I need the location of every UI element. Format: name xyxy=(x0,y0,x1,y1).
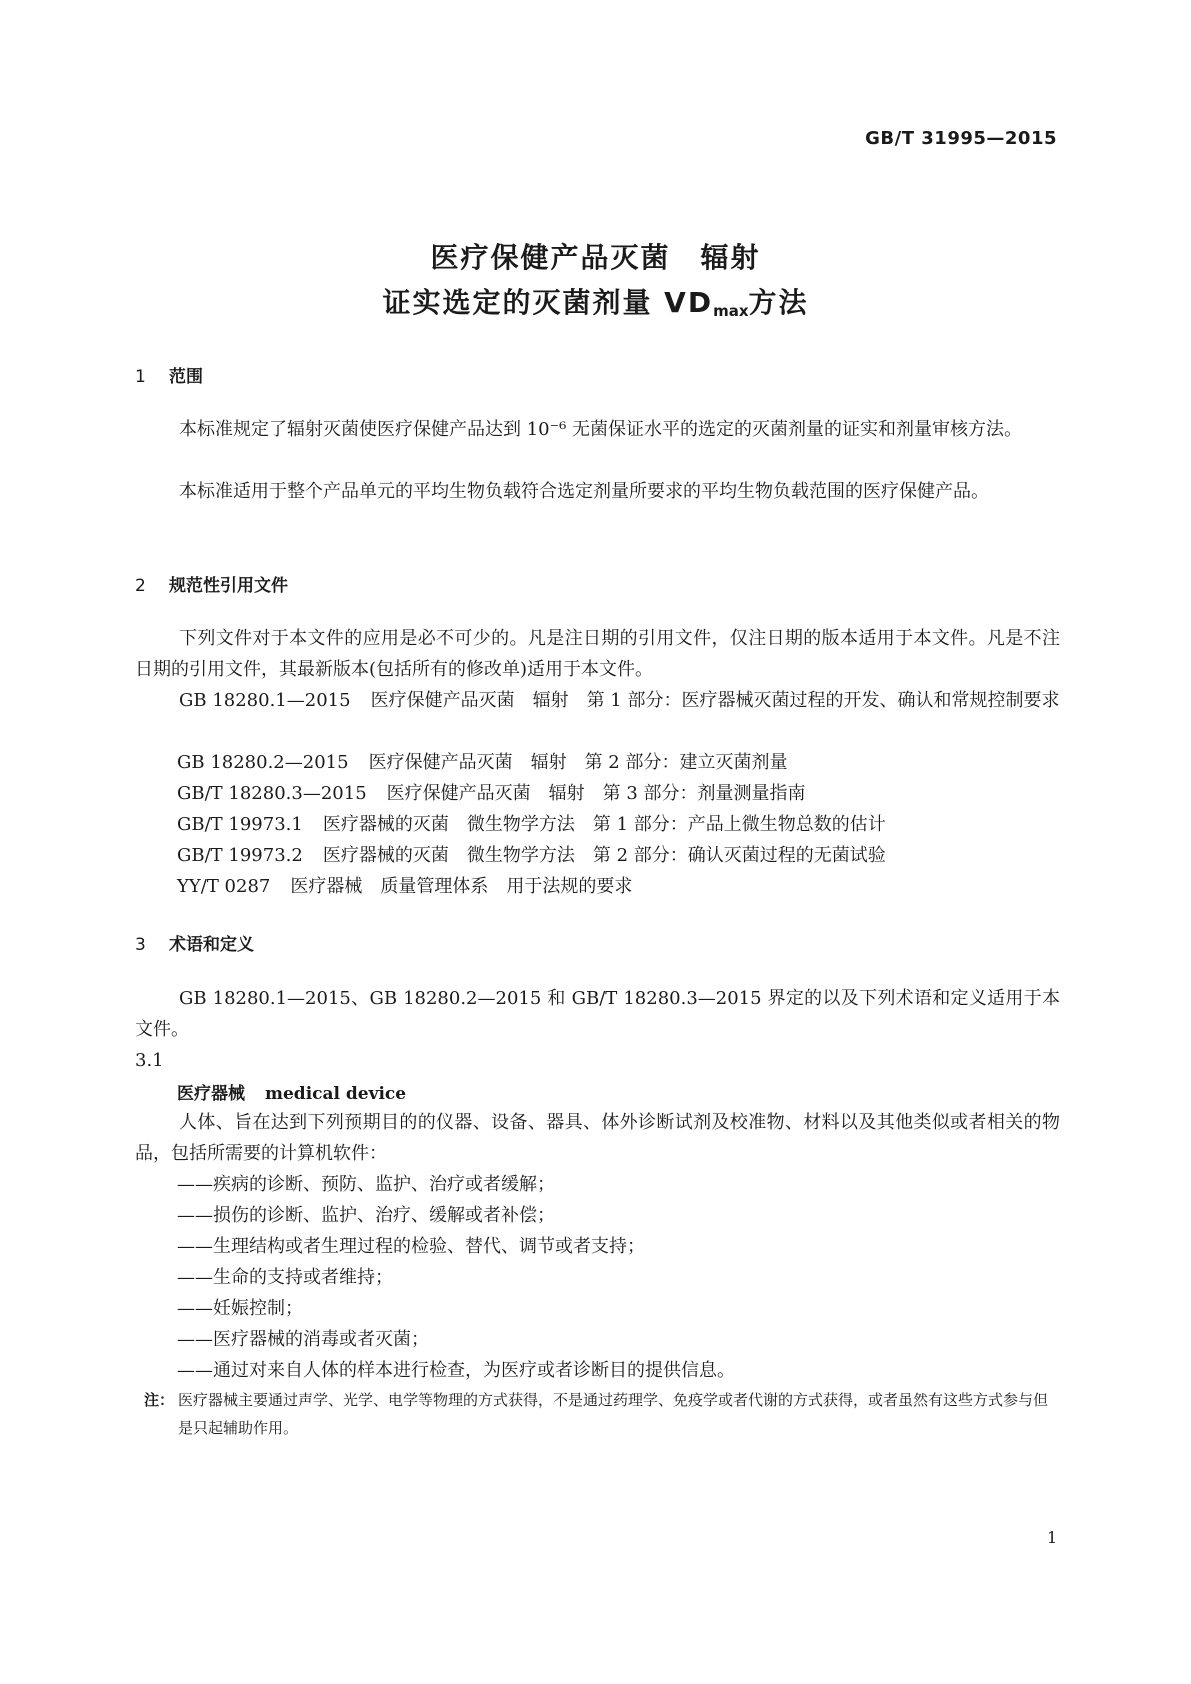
references-intro: 下列文件对于本文件的应用是必不可少的。凡是注日期的引用文件，仅注日期的版本适用于本文件。凡是不注日期的引用文件，其最新版本(包括所有的修改单)适用于本文件。 xyxy=(135,628,1060,680)
list-item: ——妊娠控制； xyxy=(177,1298,303,1319)
section-number: 2 xyxy=(135,576,146,596)
scope-paragraph-2: 本标准适用于整个产品单元的平均生物负载符合选定剂量所要求的平均生物负载范围的医疗保健产品。 xyxy=(179,481,989,502)
title-line2-prefix: 证实选定的灭菌剂量 VD xyxy=(382,286,714,319)
document-title-line2 xyxy=(0,281,1191,321)
reference-item xyxy=(177,778,806,809)
section-title: 规范性引用文件 xyxy=(169,576,288,596)
page-number: 1 xyxy=(1047,1528,1058,1547)
list-item: ——生理结构或者生理过程的检验、替代、调节或者支持； xyxy=(177,1236,645,1257)
reference-item xyxy=(177,871,632,902)
reference-code: GB 18280.1—2015 xyxy=(179,690,351,711)
scope-paragraph-1: 本标准规定了辐射灭菌使医疗保健产品达到 10⁻⁶ 无菌保证水平的选定的灭菌剂量的证实和剂量审核方法。 xyxy=(179,419,1023,440)
reference-item xyxy=(177,840,886,871)
section-1-heading xyxy=(135,362,203,387)
section-title: 范围 xyxy=(169,367,203,387)
reference-item xyxy=(177,809,886,840)
term-heading xyxy=(177,1079,406,1104)
section-title: 术语和定义 xyxy=(169,935,254,955)
reference-code: YY/T 0287 xyxy=(177,876,271,897)
term-chinese: 医疗器械 xyxy=(177,1084,245,1104)
list-item: ——生命的支持或者维持； xyxy=(177,1267,393,1288)
reference-title: 医疗保健产品灭菌 辐射 第 1 部分：医疗器械灭菌过程的开发、确认和常规控制要求 xyxy=(370,690,1060,711)
list-item: ——医疗器械的消毒或者灭菌； xyxy=(177,1329,429,1350)
reference-item xyxy=(135,685,1060,716)
reference-title: 医疗器械 质量管理体系 用于法规的要求 xyxy=(290,876,633,897)
list-item: ——损伤的诊断、监护、治疗、缓解或者补偿； xyxy=(177,1205,555,1226)
term-number: 3.1 xyxy=(135,1050,164,1071)
reference-code: GB 18280.2—2015 xyxy=(177,752,349,773)
terms-intro: GB 18280.1—2015、GB 18280.2—2015 和 GB/T 18280.3—2015 界定的以及下列术语和定义适用于本文件。 xyxy=(135,988,1060,1040)
term-definition: 人体、旨在达到下列预期目的的仪器、设备、器具、体外诊断试剂及校准物、材料以及其他类似或者相关的物品，包括所需要的计算机软件： xyxy=(135,1112,1060,1164)
title-subscript: max xyxy=(713,302,749,320)
title-line2-suffix: 方法 xyxy=(748,286,809,319)
list-item: ——通过对来自人体的样本进行检查，为医疗或者诊断目的提供信息。 xyxy=(177,1360,735,1381)
reference-code: GB/T 19973.2 xyxy=(177,845,303,866)
reference-code: GB/T 19973.1 xyxy=(177,814,303,835)
standard-code: GB/T 31995—2015 xyxy=(865,128,1057,149)
reference-title: 医疗保健产品灭菌 辐射 第 3 部分：剂量测量指南 xyxy=(386,783,806,804)
reference-code: GB/T 18280.3—2015 xyxy=(177,783,367,804)
reference-title: 医疗保健产品灭菌 辐射 第 2 部分：建立灭菌剂量 xyxy=(368,752,788,773)
reference-title: 医疗器械的灭菌 微生物学方法 第 1 部分：产品上微生物总数的估计 xyxy=(322,814,886,835)
note-text: 医疗器械主要通过声学、光学、电学等物理的方式获得，不是通过药理学、免疫学或者代谢的方式获得，或者虽然有这些方式参与但是只起辅助作用。 xyxy=(178,1391,1049,1437)
note xyxy=(144,1386,1060,1442)
reference-item xyxy=(177,747,787,778)
section-number: 3 xyxy=(135,935,146,955)
document-title-line1: 医疗保健产品灭菌 辐射 xyxy=(430,241,761,274)
section-2-heading xyxy=(135,571,288,596)
note-label: 注： xyxy=(144,1391,175,1409)
reference-title: 医疗器械的灭菌 微生物学方法 第 2 部分：确认灭菌过程的无菌试验 xyxy=(322,845,886,866)
term-english: medical device xyxy=(265,1084,407,1104)
section-3-heading xyxy=(135,930,254,955)
section-number: 1 xyxy=(135,367,146,387)
list-item: ——疾病的诊断、预防、监护、治疗或者缓解； xyxy=(177,1174,555,1195)
